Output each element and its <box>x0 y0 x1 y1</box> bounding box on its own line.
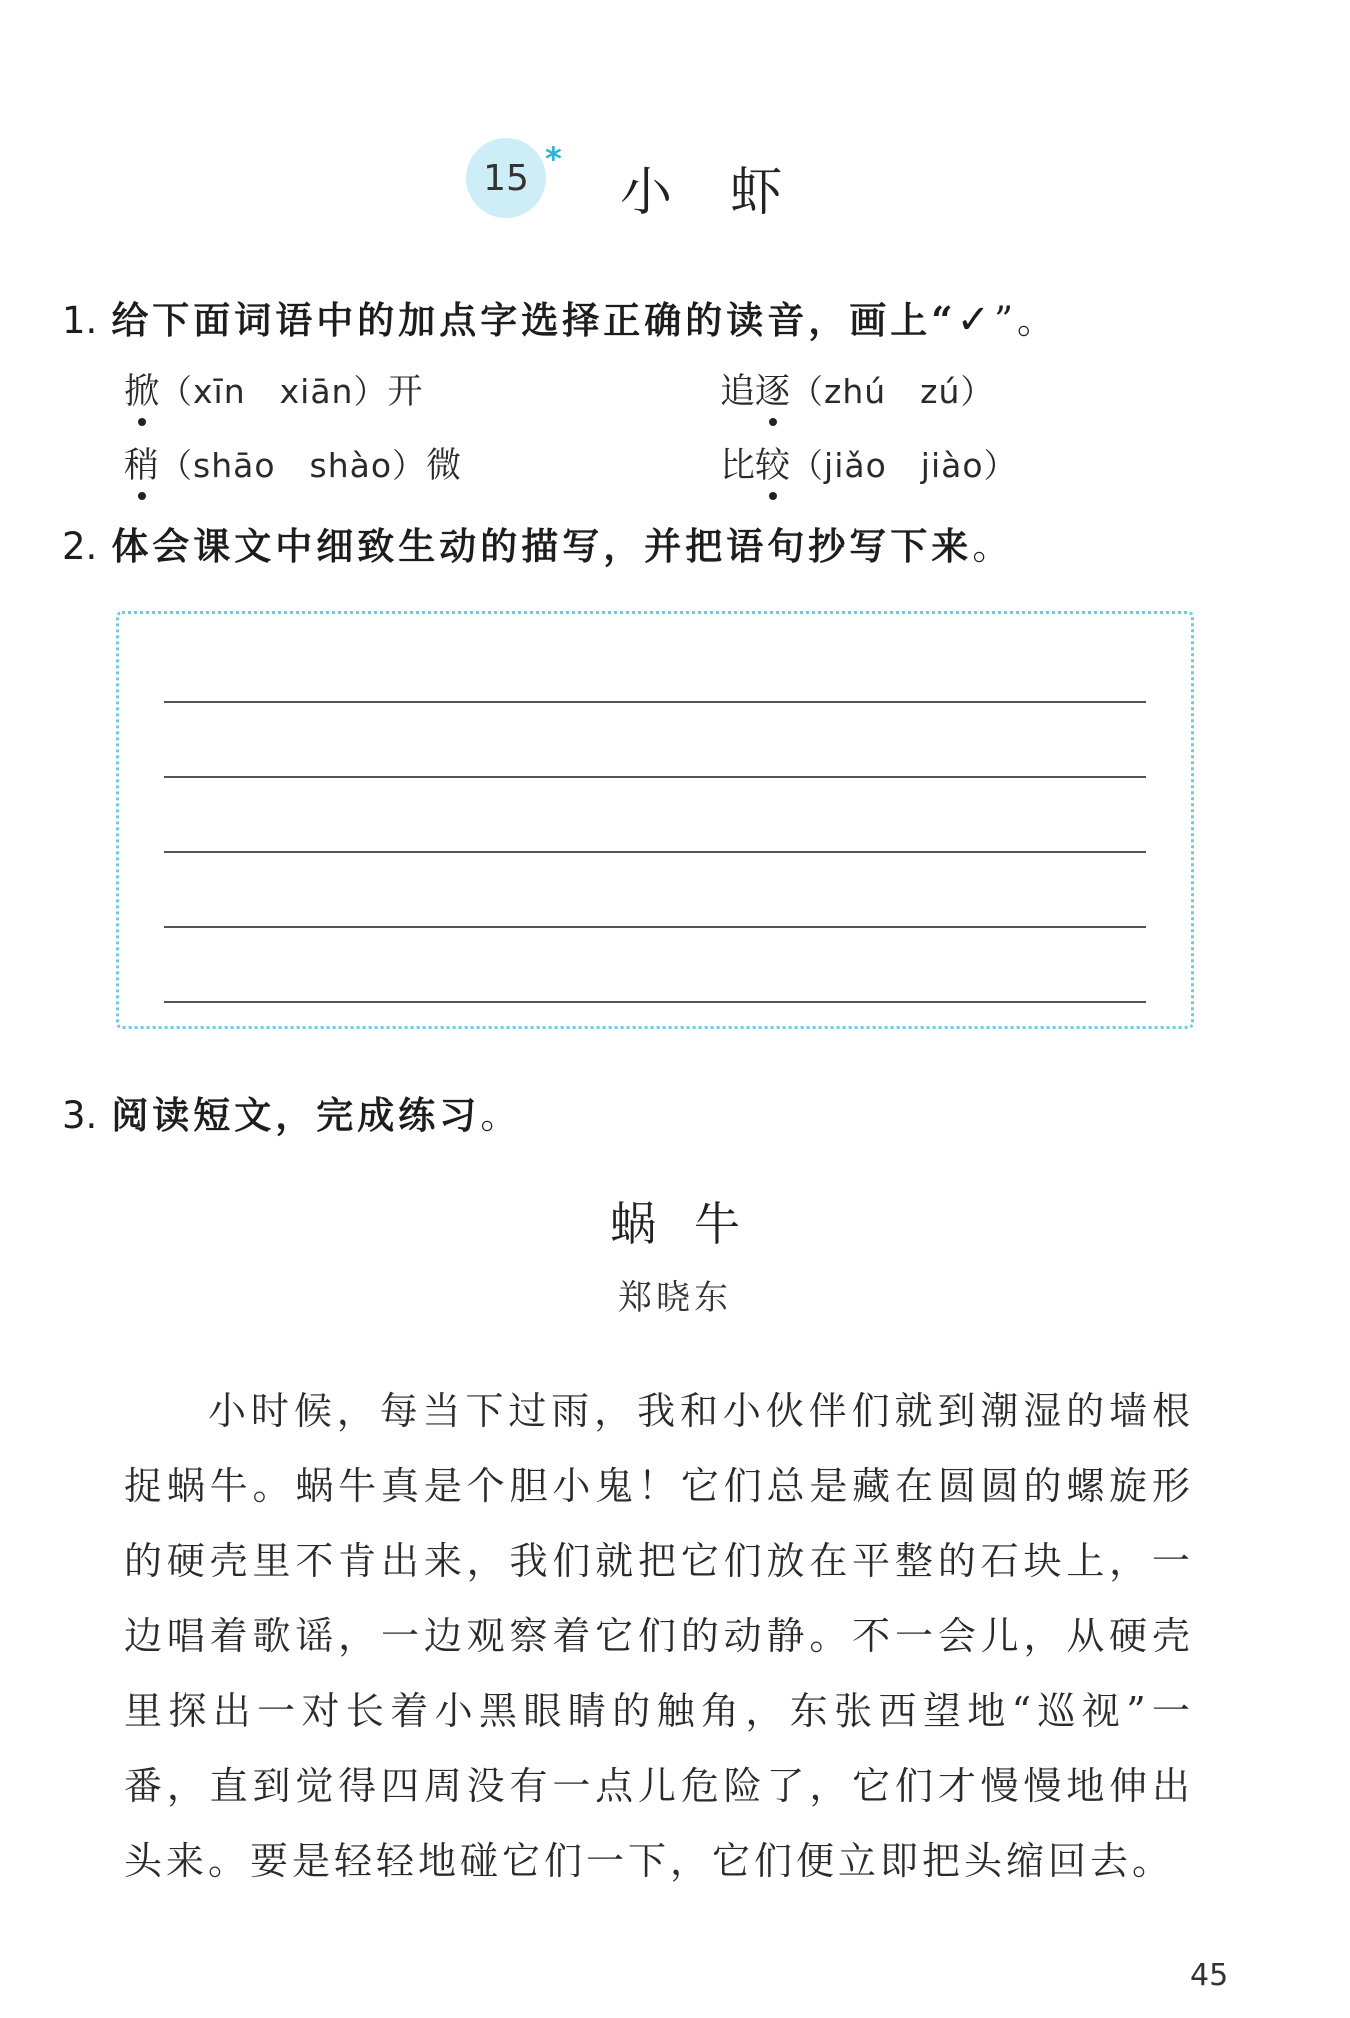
question-2 <box>62 516 1013 570</box>
dotted-character: 掀 <box>124 364 159 414</box>
optional-lesson-star-icon: * <box>545 140 562 178</box>
pinyin-choice-item[interactable] <box>124 438 461 488</box>
pinyin-choice-item[interactable] <box>720 438 1018 488</box>
word-lead: 比 <box>720 446 756 486</box>
writing-line[interactable] <box>164 926 1146 928</box>
question-3-text: 阅读短文，完成练习 <box>111 1093 481 1137</box>
lesson-number-badge <box>466 138 546 218</box>
page-number: 45 <box>1190 1958 1229 1993</box>
pinyin-options: （zhú zú） <box>790 372 995 411</box>
writing-line[interactable] <box>164 701 1146 703</box>
pinyin-options: （jiǎo jiào） <box>790 446 1018 485</box>
dotted-character: 较 <box>755 438 790 488</box>
writing-line[interactable] <box>164 776 1146 778</box>
dotted-character: 逐 <box>755 364 790 414</box>
question-3 <box>62 1085 521 1139</box>
question-1-text: 给下面词语中的加点字选择正确的读音，画上“ <box>111 298 957 342</box>
question-2-text: 体会课文中细致生动的描写，并把语句抄写下来 <box>111 524 973 568</box>
question-1-number: 1. <box>62 299 98 342</box>
question-1-tail: ”。 <box>994 299 1059 342</box>
pinyin-choice-item[interactable] <box>124 364 422 414</box>
lesson-number: 15 <box>483 157 529 199</box>
word-lead: 追 <box>720 372 756 412</box>
reading-title: 蜗牛 <box>610 1197 778 1251</box>
checkmark-icon: ✓ <box>956 297 995 343</box>
answer-writing-box[interactable] <box>116 611 1194 1029</box>
question-3-tail: 。 <box>480 1094 522 1137</box>
dotted-character: 稍 <box>124 438 159 488</box>
reading-author: 郑晓东 <box>618 1278 732 1318</box>
question-2-tail: 。 <box>972 525 1014 568</box>
pinyin-options: （shāo shào） <box>159 446 427 485</box>
word-tail: 微 <box>426 446 462 486</box>
lesson-title: 小虾 <box>620 163 841 223</box>
writing-line[interactable] <box>164 851 1146 853</box>
question-1 <box>62 290 1058 344</box>
reading-passage: 小时候，每当下过雨，我和小伙伴们就到潮湿的墙根捉蜗牛。蜗牛真是个胆小鬼！它们总是藏在圆圆的螺旋形的硬壳里不肯出来，我们就把它们放在平整的石块上，一边唱着歌谣，一边观察着它们的动静。不一会儿，从硬壳里探出一对长着小黑眼睛的触角，东张西望地“巡视”一番，直到觉得四周没有一点儿危险了，它们才慢慢地伸出头来。要是轻轻地碰它们一下，它们便立即把头缩回去。 <box>124 1389 1194 1883</box>
question-2-number: 2. <box>62 525 98 568</box>
word-tail: 开 <box>387 372 423 412</box>
pinyin-options: （xīn xiān） <box>159 372 388 411</box>
writing-line[interactable] <box>164 1001 1146 1003</box>
pinyin-choice-item[interactable] <box>720 364 994 414</box>
question-3-number: 3. <box>62 1094 98 1137</box>
